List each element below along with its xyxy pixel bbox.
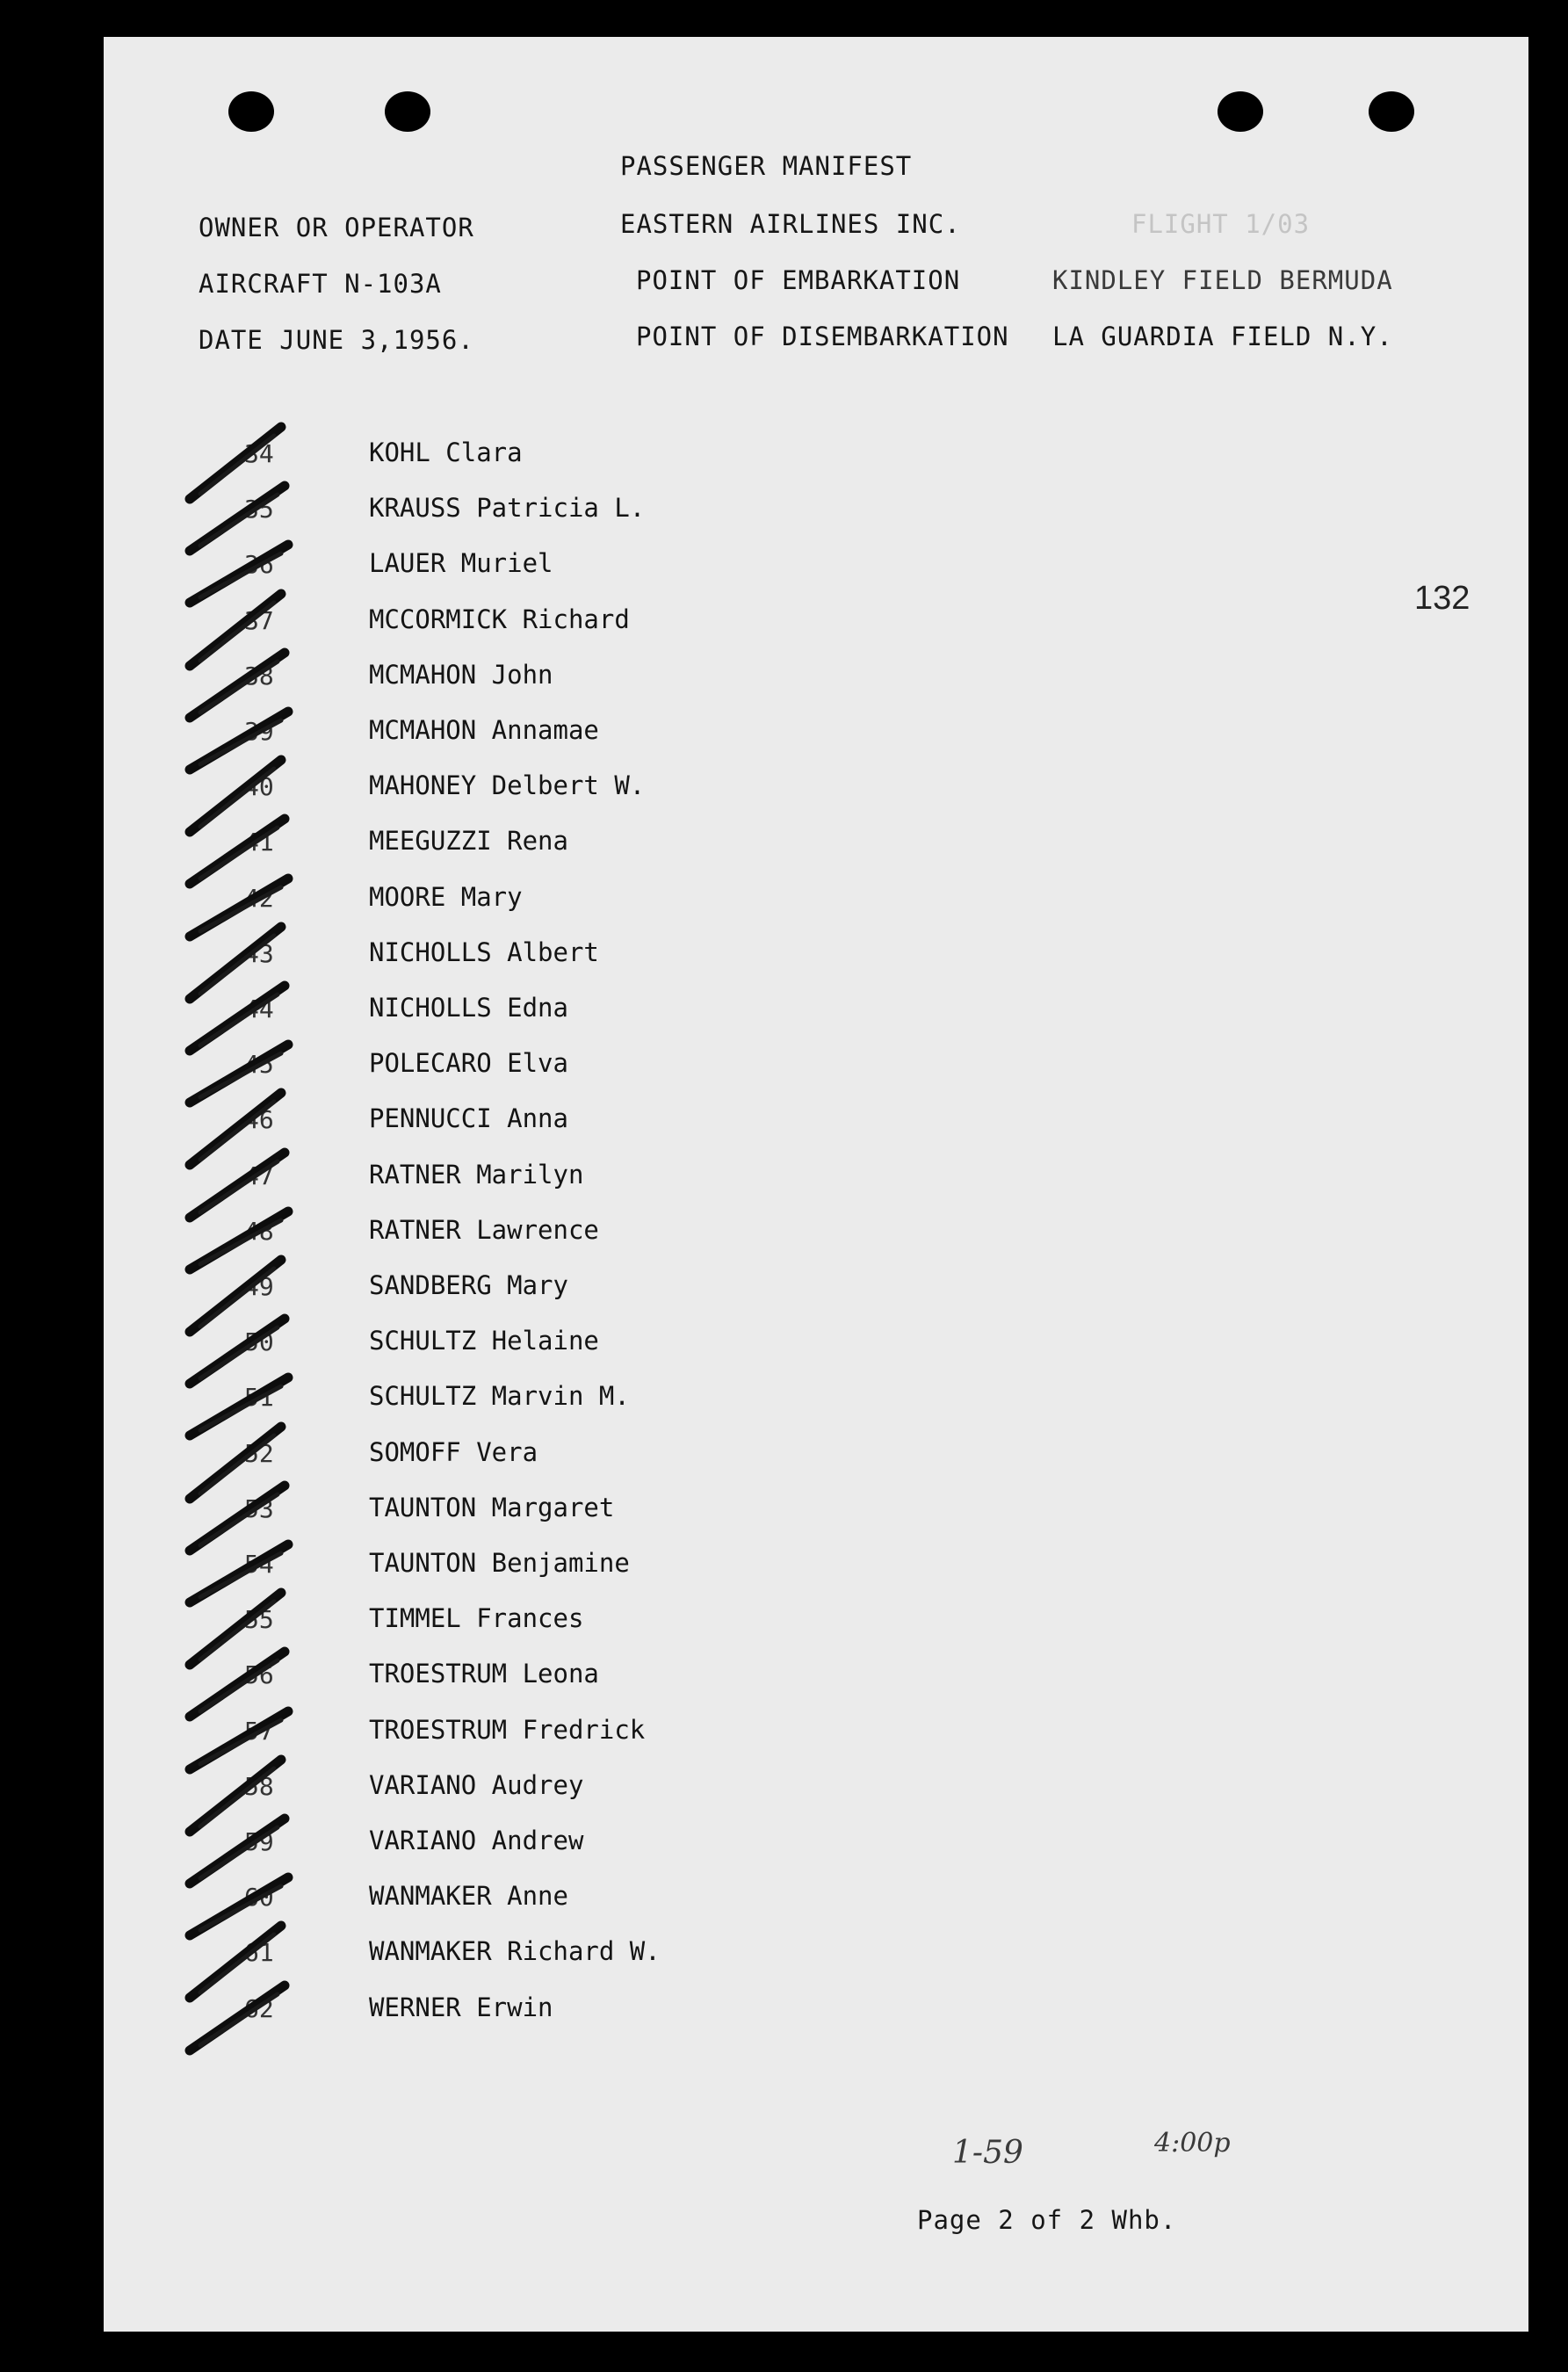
passenger-name: NICHOLLS Albert (369, 937, 599, 967)
passenger-number: 50 (244, 1327, 274, 1357)
passenger-name: SOMOFF Vera (369, 1436, 538, 1467)
passenger-number: 60 (244, 1883, 274, 1913)
passenger-number: 52 (244, 1438, 274, 1468)
handwritten-note-count: 1-59 (952, 2135, 1023, 2171)
embarkation-label: POINT OF EMBARKATION (636, 265, 961, 295)
disembarkation-value: LA GUARDIA FIELD N.Y. (1052, 322, 1393, 351)
passenger-number: 54 (244, 1550, 274, 1579)
page-footer: Page 2 of 2 Whb. (917, 2205, 1177, 2235)
passenger-name: WANMAKER Anne (369, 1881, 568, 1912)
passenger-name: KRAUSS Patricia L. (369, 493, 646, 524)
passenger-name: VARIANO Andrew (369, 1826, 584, 1855)
passenger-name: WANMAKER Richard W. (369, 1936, 661, 1967)
embarkation-value: KINDLEY FIELD BERMUDA (1052, 265, 1393, 295)
passenger-number: 40 (244, 772, 274, 802)
passenger-name: MCMAHON John (369, 659, 553, 690)
passenger-name: SCHULTZ Helaine (369, 1326, 599, 1356)
passenger-number: 51 (244, 1383, 274, 1413)
passenger-number: 59 (244, 1827, 274, 1856)
owner-label: OWNER OR OPERATOR (199, 213, 474, 242)
handwritten-note-time: 4:00p (1154, 2128, 1231, 2159)
passenger-name: MAHONEY Delbert W. (369, 770, 646, 801)
passenger-number: 35 (244, 495, 274, 524)
passenger-name: TAUNTON Margaret (369, 1492, 615, 1522)
aircraft-label: AIRCRAFT N-103A (199, 269, 442, 299)
passenger-name: RATNER Marilyn (369, 1159, 584, 1190)
manifest-title: PASSENGER MANIFEST (620, 151, 913, 181)
passenger-number: 43 (244, 938, 274, 968)
passenger-number: 36 (244, 550, 274, 580)
passenger-number: 55 (244, 1605, 274, 1635)
passenger-name: TROESTRUM Leona (369, 1659, 599, 1689)
passenger-number: 53 (244, 1493, 274, 1523)
passenger-number: 48 (244, 1216, 274, 1246)
page-stamp-number: 132 (1414, 580, 1470, 617)
passenger-number: 39 (244, 717, 274, 746)
passenger-number: 56 (244, 1660, 274, 1690)
passenger-name: TIMMEL Frances (369, 1603, 584, 1634)
passenger-name: MEEGUZZI Rena (369, 826, 568, 857)
owner-value: EASTERN AIRLINES INC. (620, 209, 961, 239)
passenger-number: 49 (244, 1272, 274, 1301)
passenger-name: RATNER Lawrence (369, 1214, 599, 1245)
passenger-name: TAUNTON Benjamine (369, 1548, 630, 1578)
passenger-name: SCHULTZ Marvin M. (369, 1381, 630, 1412)
passenger-name: NICHOLLS Edna (369, 993, 568, 1023)
passenger-row (104, 1989, 1158, 2042)
passenger-number: 58 (244, 1771, 274, 1801)
passenger-number: 44 (244, 994, 274, 1023)
passenger-number: 34 (244, 439, 274, 468)
passenger-name: WERNER Erwin (369, 1992, 553, 2022)
passenger-number: 46 (244, 1105, 274, 1135)
passenger-name: VARIANO Audrey (369, 1769, 584, 1800)
passenger-name: MOORE Mary (369, 881, 523, 912)
manifest-sheet (104, 37, 1528, 2332)
passenger-name: LAUER Muriel (369, 548, 553, 579)
check-mark-icon (183, 1970, 306, 2066)
passenger-number: 47 (244, 1161, 274, 1190)
passenger-number: 57 (244, 1716, 274, 1746)
passenger-name: TROESTRUM Fredrick (369, 1714, 646, 1745)
passenger-name: SANDBERG Mary (369, 1270, 568, 1300)
passenger-name: PENNUCCI Anna (369, 1103, 568, 1134)
passenger-number: 45 (244, 1050, 274, 1080)
passenger-number: 61 (244, 1938, 274, 1968)
passenger-name: POLECARO Elva (369, 1048, 568, 1079)
passenger-number: 38 (244, 661, 274, 691)
passenger-name: MCCORMICK Richard (369, 604, 630, 634)
passenger-number: 37 (244, 605, 274, 635)
date-label: DATE JUNE 3,1956. (199, 325, 474, 355)
passenger-number: 62 (244, 1993, 274, 2023)
passenger-name: KOHL Clara (369, 438, 523, 467)
passenger-list (104, 37, 1528, 2332)
flight-stamp: FLIGHT 1/03 (1131, 209, 1311, 239)
passenger-number: 42 (244, 883, 274, 913)
disembarkation-label: POINT OF DISEMBARKATION (636, 322, 1009, 351)
passenger-number: 41 (244, 828, 274, 857)
passenger-name: MCMAHON Annamae (369, 715, 599, 745)
